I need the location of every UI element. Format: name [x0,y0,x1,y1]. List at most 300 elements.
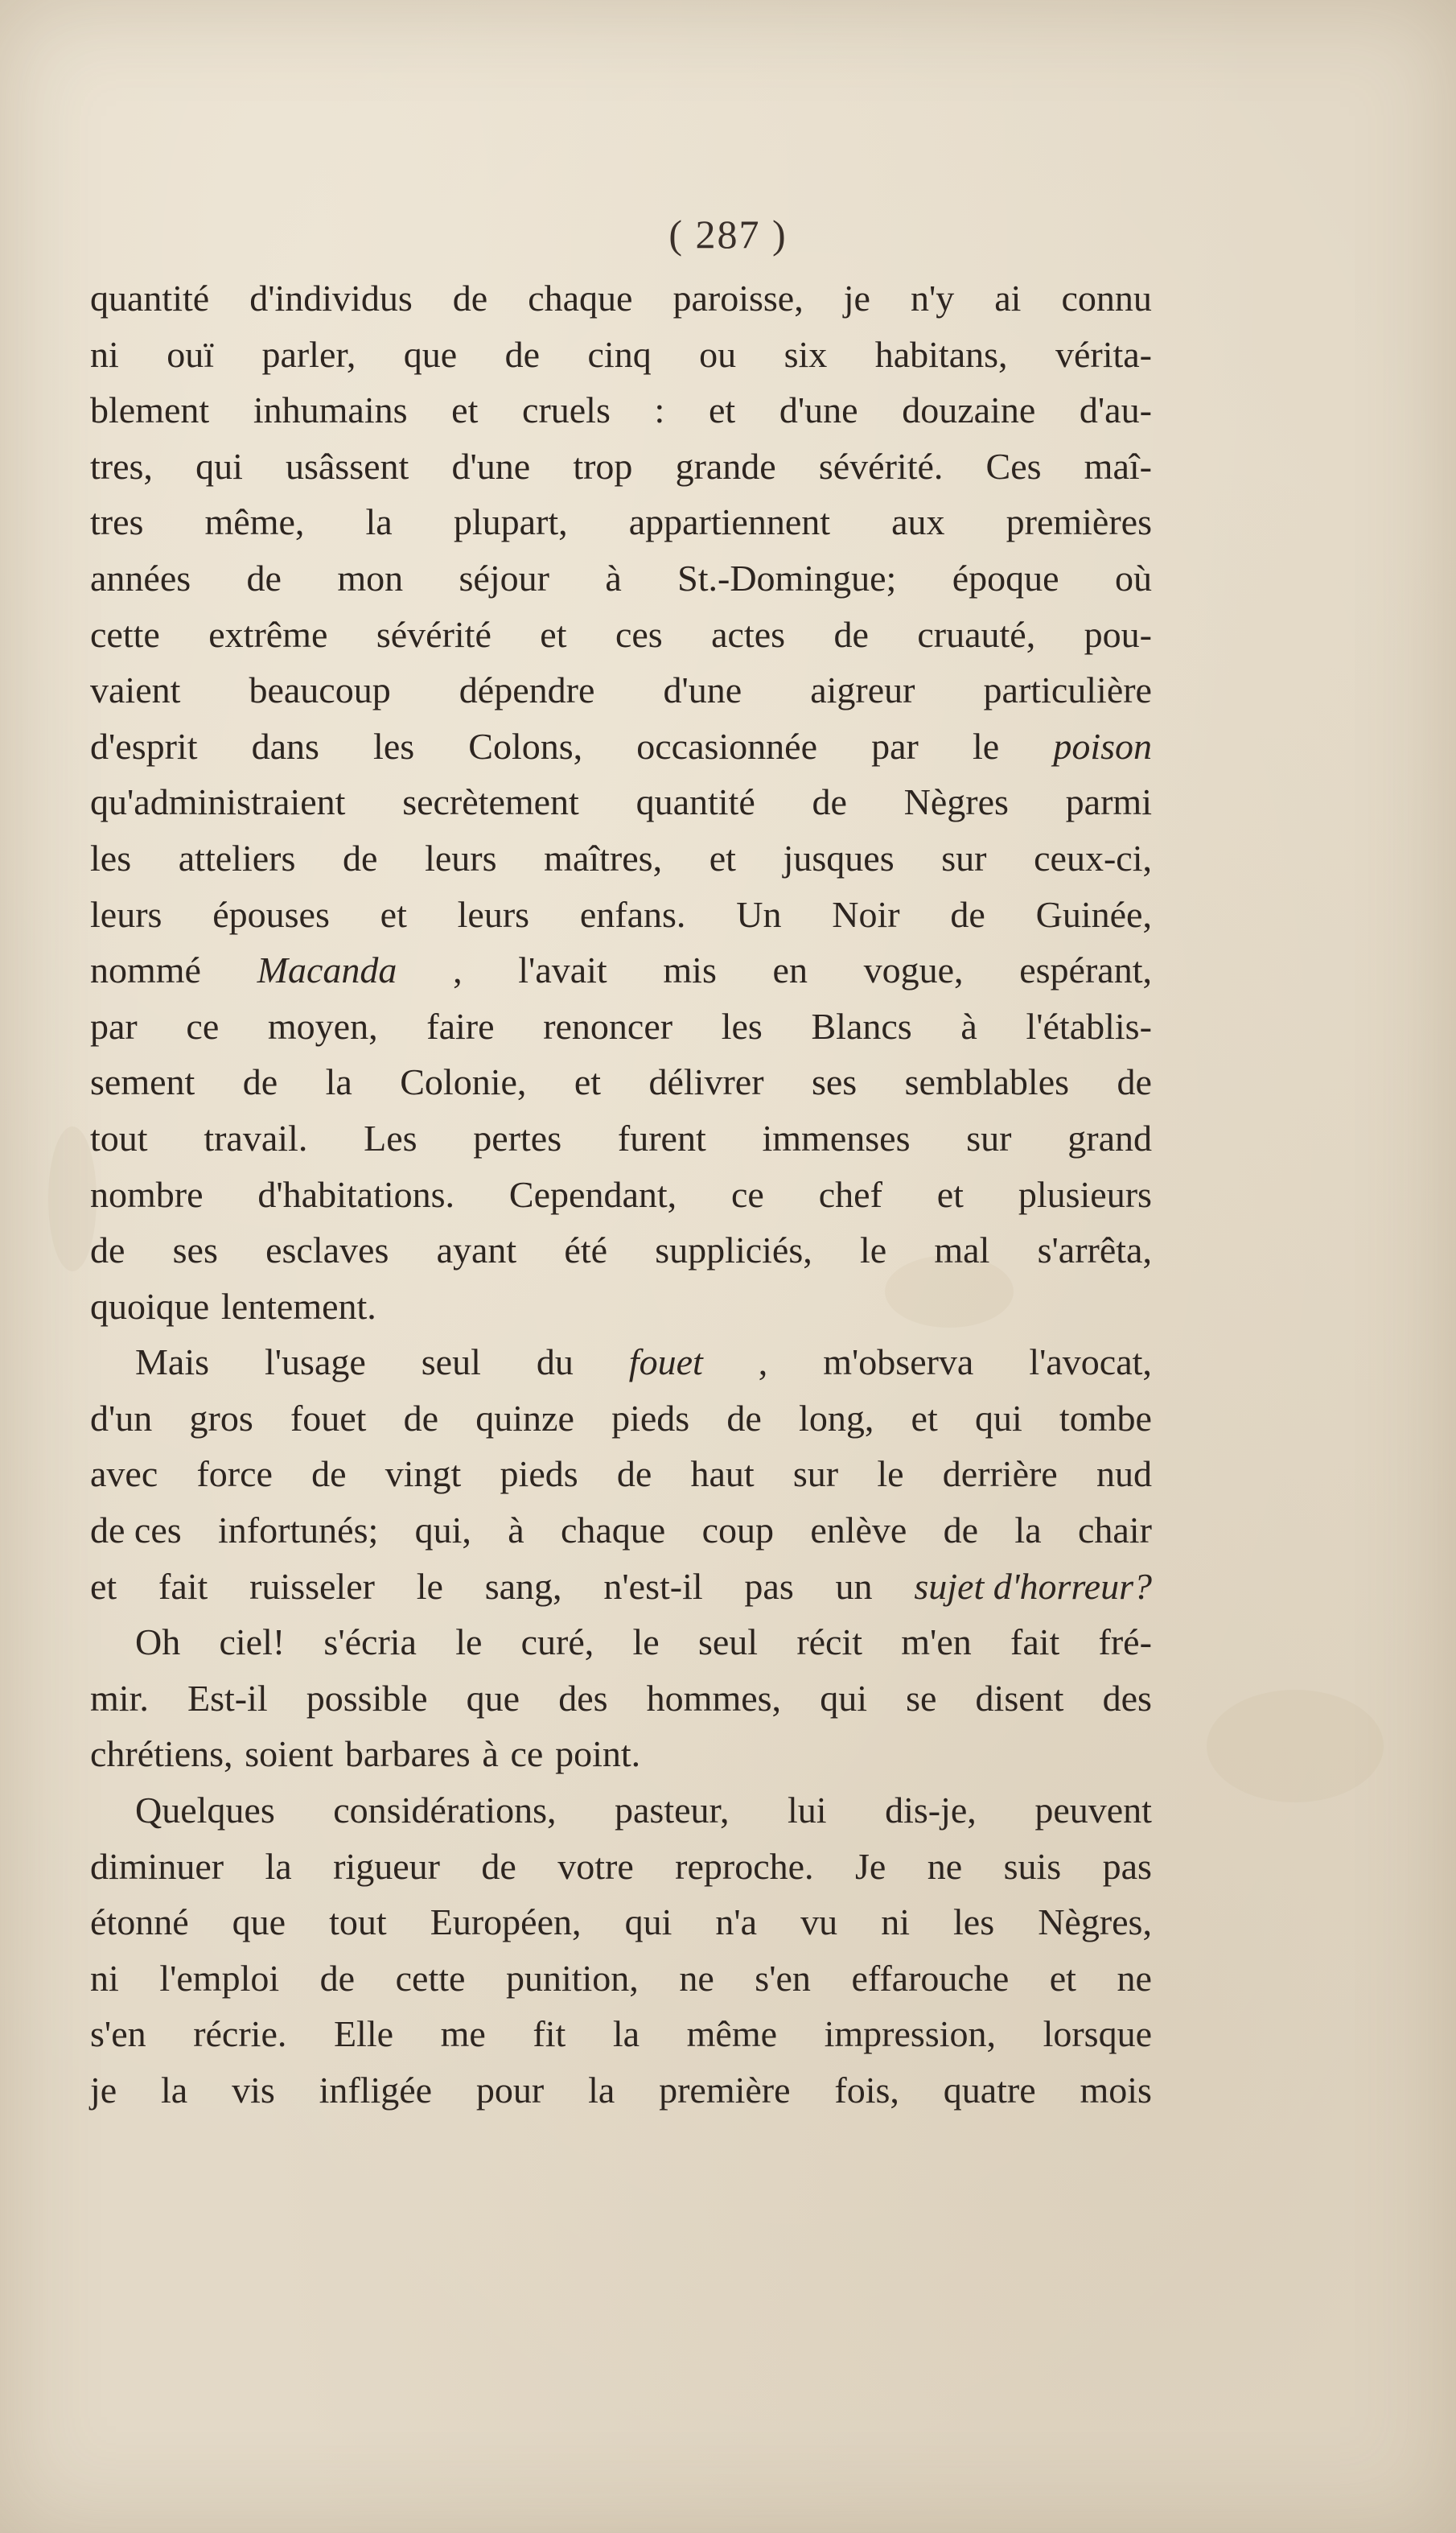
word: des [1102,1677,1152,1719]
word: avec [90,1453,158,1495]
word: Européen, [430,1901,582,1943]
word: d'une [451,445,531,487]
word: atteliers [178,837,296,879]
word: et [540,613,567,655]
word: haut [690,1453,755,1495]
word: m'en [901,1621,972,1663]
word: qui [624,1901,672,1943]
word: nommé [90,949,201,991]
word: Est-il [187,1677,268,1719]
paper-stain [48,1126,97,1271]
word: sang, [484,1565,562,1607]
word: ne [927,1845,963,1887]
word: sement [90,1061,195,1103]
word: s'en [755,1957,811,1999]
word: occasionnée [636,725,818,767]
word: m'observa [823,1341,974,1383]
word: particulière [983,669,1152,711]
word: premières [1006,501,1152,543]
word: les [721,1005,763,1047]
word: dans [251,725,319,767]
word: épouses [212,893,330,935]
word: fouet [290,1397,367,1439]
word: pas [744,1565,794,1607]
word: années [90,557,191,599]
word: n'a [715,1901,758,1943]
text-line [90,439,1152,495]
word: votre [557,1845,634,1887]
word: l'avait [518,949,607,991]
word: été [564,1229,608,1271]
word: les [953,1901,995,1943]
word: un [835,1565,873,1607]
word: la [588,2070,615,2111]
text-line [90,1559,1152,1615]
word: ni [881,1901,910,1943]
word: : [654,389,665,431]
word: et [90,1565,117,1607]
text-line [90,2006,1152,2062]
word: délivrer [648,1061,764,1103]
word: fit [533,2013,566,2055]
word: chaque [560,1510,666,1551]
word: à [960,1005,977,1047]
text-line [90,550,1152,607]
word: et [708,389,736,431]
word: n'est-il [603,1565,703,1607]
word: derrière [942,1453,1058,1495]
text-line [90,1502,1152,1559]
word: effarouche [851,1957,1010,1999]
word: , [758,1341,768,1383]
word: de [481,1845,516,1887]
word: et [709,837,736,879]
word: suppliciés, [655,1229,812,1271]
word: sur [792,1453,839,1495]
word: à [482,1733,499,1775]
word: à [605,557,622,599]
word: pas [1102,1845,1152,1887]
word: et [574,1061,602,1103]
word: pour [475,2070,545,2111]
word: tres [90,501,144,543]
word: pou- [1084,613,1152,655]
word: le [416,1565,443,1607]
word: de [242,1061,278,1103]
word: vogue, [863,949,964,991]
word: où [1114,557,1152,599]
word: ni [90,1957,119,1999]
text-line [90,1054,1152,1110]
word: force [196,1453,273,1495]
word: punition, [505,1957,639,1999]
word: appartiennent [628,501,831,543]
word: s'en [90,2013,146,2055]
word: quatre [943,2070,1036,2111]
page-number: ( 287 ) [668,212,788,257]
word: suis [1003,1845,1062,1887]
word: ces [615,613,663,655]
paper-stain [1207,1690,1384,1802]
word: et [380,893,407,935]
word: blement [90,389,210,431]
word: le [859,1229,887,1271]
word: considérations, [333,1790,557,1831]
word: cette [90,613,160,655]
word: sur [966,1117,1012,1159]
word: Un [736,893,782,935]
word: cette [395,1957,466,1999]
word: trop [573,445,633,487]
word: plupart, [453,501,568,543]
word: de [943,1510,979,1551]
word: fois, [834,2070,899,2111]
word: même, [204,501,305,543]
word: chrétiens, [90,1733,233,1775]
word: Je [854,1845,886,1887]
word: d'au- [1079,389,1152,431]
word: nombre [90,1173,204,1215]
word: tout [329,1901,387,1943]
word: ce [510,1733,544,1775]
text-line [90,270,1152,327]
word: qui [195,445,243,487]
word: fait [1010,1621,1060,1663]
word: vingt [385,1453,462,1495]
word: et [936,1173,964,1215]
word: séjour [459,557,549,599]
text-line [90,1222,1152,1279]
word: ai [994,278,1022,319]
word: lentement. [220,1285,376,1327]
word: de [504,333,541,375]
word: vaient [90,669,181,711]
word: travail. [204,1117,308,1159]
text-line [90,1839,1152,1895]
word: la [161,2070,188,2111]
text-line [90,1334,1152,1390]
word: ceux-ci, [1034,837,1152,879]
word: Quelques [135,1790,275,1831]
word: chaque [528,278,633,319]
word: de [343,837,378,879]
italic-word: poison [1053,725,1152,767]
text-line [90,494,1152,550]
word: la [325,1061,352,1103]
word: Ces [985,445,1042,487]
word: la [365,501,393,543]
word: Mais [135,1341,209,1383]
word: possible [306,1677,428,1719]
word: pieds [611,1397,690,1439]
word: connu [1061,278,1152,319]
word: tres, [90,445,153,487]
body-text [90,270,1152,2119]
word: moyen, [267,1005,378,1047]
word: mal [934,1229,990,1271]
word: l'établis- [1026,1005,1152,1047]
text-line [90,1950,1152,2007]
word: de [246,557,282,599]
word: qui [974,1397,1022,1439]
word: quantité [90,278,210,319]
word: usâssent [285,445,409,487]
word: sévérité. [818,445,944,487]
word: vérita- [1055,333,1152,375]
word: première [659,2070,791,2111]
text-line [90,887,1152,943]
italic-word: sujet d'horreur? [914,1565,1152,1607]
word: quinze [475,1397,574,1439]
word: d'esprit [90,725,198,767]
word: dépendre [459,669,595,711]
word: renoncer [543,1005,673,1047]
word: pertes [473,1117,562,1159]
word: parler, [261,333,356,375]
text-line [90,1894,1152,1950]
word: soient [245,1733,334,1775]
word: cruauté, [917,613,1036,655]
word: le [455,1621,483,1663]
word: s'écria [323,1621,417,1663]
word: leurs [457,893,530,935]
word: l'emploi [159,1957,280,1999]
word: Elle [333,2013,394,2055]
word: paroisse, [672,278,804,319]
text-line [90,1446,1152,1502]
word: du [536,1341,574,1383]
text-line [90,1390,1152,1447]
word: sévérité [376,613,492,655]
italic-word: fouet [628,1341,703,1383]
text-line [90,1614,1152,1670]
word: aigreur [810,669,915,711]
word: des [558,1677,608,1719]
word: de [726,1397,762,1439]
word: de [90,1229,125,1271]
word: de [319,1957,356,1999]
word: le [973,725,1000,767]
word: les [373,725,415,767]
word: la [265,1845,292,1887]
word: en [772,949,808,991]
word: grand [1067,1117,1152,1159]
word: Cependant, [508,1173,677,1215]
word: ciel! [219,1621,286,1663]
word: impression, [824,2013,996,2055]
word: ses [172,1229,218,1271]
text-line [90,662,1152,719]
word: quantité [635,781,755,823]
word: long, [799,1397,874,1439]
word: plusieurs [1018,1173,1152,1215]
word: d'habitations. [257,1173,455,1215]
word: d'individus [249,278,413,319]
word: lui [788,1790,827,1831]
word: ce [731,1173,764,1215]
text-line [90,942,1152,999]
word: et [1049,1957,1076,1999]
word: me [440,2013,486,2055]
word: cinq [587,333,652,375]
word: les [90,837,132,879]
text-line [90,607,1152,663]
word: d'une [663,669,742,711]
word: Colonie, [400,1061,527,1103]
word: récrie. [193,2013,287,2055]
word: de [311,1453,347,1495]
word: d'une [779,389,858,431]
word: chair [1077,1510,1152,1551]
word: coup [701,1510,774,1551]
text-line [90,1670,1152,1727]
word: , [453,949,463,991]
word: ayant [436,1229,517,1271]
word: se [906,1677,937,1719]
word: mon [337,557,404,599]
word: mis [663,949,717,991]
word: la [612,2013,640,2055]
word: ni [90,333,119,375]
word: parmi [1065,781,1152,823]
word: tombe [1059,1397,1152,1439]
word: ou [699,333,737,375]
word: mir. [90,1677,149,1719]
word: ses [811,1061,858,1103]
word: je [843,278,870,319]
word: et [451,389,479,431]
word: la [1014,1510,1042,1551]
word: point. [555,1733,641,1775]
word: fait [158,1565,208,1607]
text-line [90,2062,1152,2119]
word: d'un [90,1397,153,1439]
word: par [90,1005,138,1047]
word: s'arrêta, [1037,1229,1152,1271]
word: secrètement [402,781,579,823]
word: par [871,725,919,767]
word: Blancs [811,1005,912,1047]
word: enfans. [579,893,686,935]
word: diminuer [90,1845,224,1887]
word: six [784,333,828,375]
word: l'usage [264,1341,366,1383]
word: faire [426,1005,495,1047]
word: qu'administraient [90,781,346,823]
word: pieds [500,1453,578,1495]
word: de [616,1453,652,1495]
word: enlève [810,1510,907,1551]
word: dis-je, [885,1790,977,1831]
word: rigueur [333,1845,440,1887]
word: que [232,1901,286,1943]
word: semblables [904,1061,1070,1103]
word: reproche. [675,1845,814,1887]
word: le [632,1621,660,1663]
word: douzaine [902,389,1036,431]
word: St.-Domingue; [677,557,897,599]
word: jusques [783,837,895,879]
word: maîtres, [544,837,663,879]
word: Noir [832,893,900,935]
text-line [90,774,1152,830]
word: ne [1117,1957,1152,1999]
word: époque [952,557,1059,599]
text-line [90,382,1152,439]
word: que [466,1677,520,1719]
word: hommes, [646,1677,782,1719]
word: à [508,1510,524,1551]
word: chef [818,1173,882,1215]
word: étonné [90,1901,189,1943]
word: de [403,1397,439,1439]
word: de [452,278,488,319]
text-line [90,1110,1152,1167]
word: maî- [1084,445,1152,487]
word: furent [617,1117,706,1159]
word: qui, [414,1510,471,1551]
word: infligée [319,2070,433,2111]
word: leurs [425,837,497,879]
text-line [90,327,1152,383]
word: barbares [344,1733,471,1775]
word: récit [796,1621,863,1663]
word: Les [364,1117,417,1159]
word: grande [675,445,776,487]
word: l'avocat, [1029,1341,1152,1383]
word: peuvent [1034,1790,1152,1831]
word: ce [186,1005,220,1047]
word: extrême [208,613,328,655]
text-line [90,1782,1152,1839]
word: Guinée, [1035,893,1152,935]
text-line [90,1279,1152,1335]
word: disent [975,1677,1064,1719]
word: nud [1096,1453,1152,1495]
word: Oh [135,1621,181,1663]
word: quoique [90,1285,210,1327]
word: cruels [522,389,611,431]
word: ne [679,1957,714,1999]
word: curé, [520,1621,594,1663]
word: habitans, [874,333,1008,375]
word: espérant, [1019,949,1152,991]
word: gros [189,1397,253,1439]
word: actes [711,613,786,655]
word: que [403,333,458,375]
word: ruisseler [249,1565,375,1607]
word: esclaves [265,1229,389,1271]
text-line [90,1167,1152,1223]
word: qui [820,1677,867,1719]
text-line [90,999,1152,1055]
text-line [90,830,1152,887]
word: de [950,893,985,935]
italic-word: Macanda [257,949,397,991]
word: même [686,2013,778,2055]
word: ouï [167,333,214,375]
word: pasteur, [615,1790,730,1831]
word: infortunés; [217,1510,379,1551]
word: mois [1080,2070,1152,2111]
word: et [911,1397,938,1439]
word: de [812,781,847,823]
text-line [90,1726,1152,1782]
word: je [90,2070,117,2111]
word: de ces [90,1510,182,1551]
word: seul [421,1341,481,1383]
word: Nègres, [1038,1901,1152,1943]
